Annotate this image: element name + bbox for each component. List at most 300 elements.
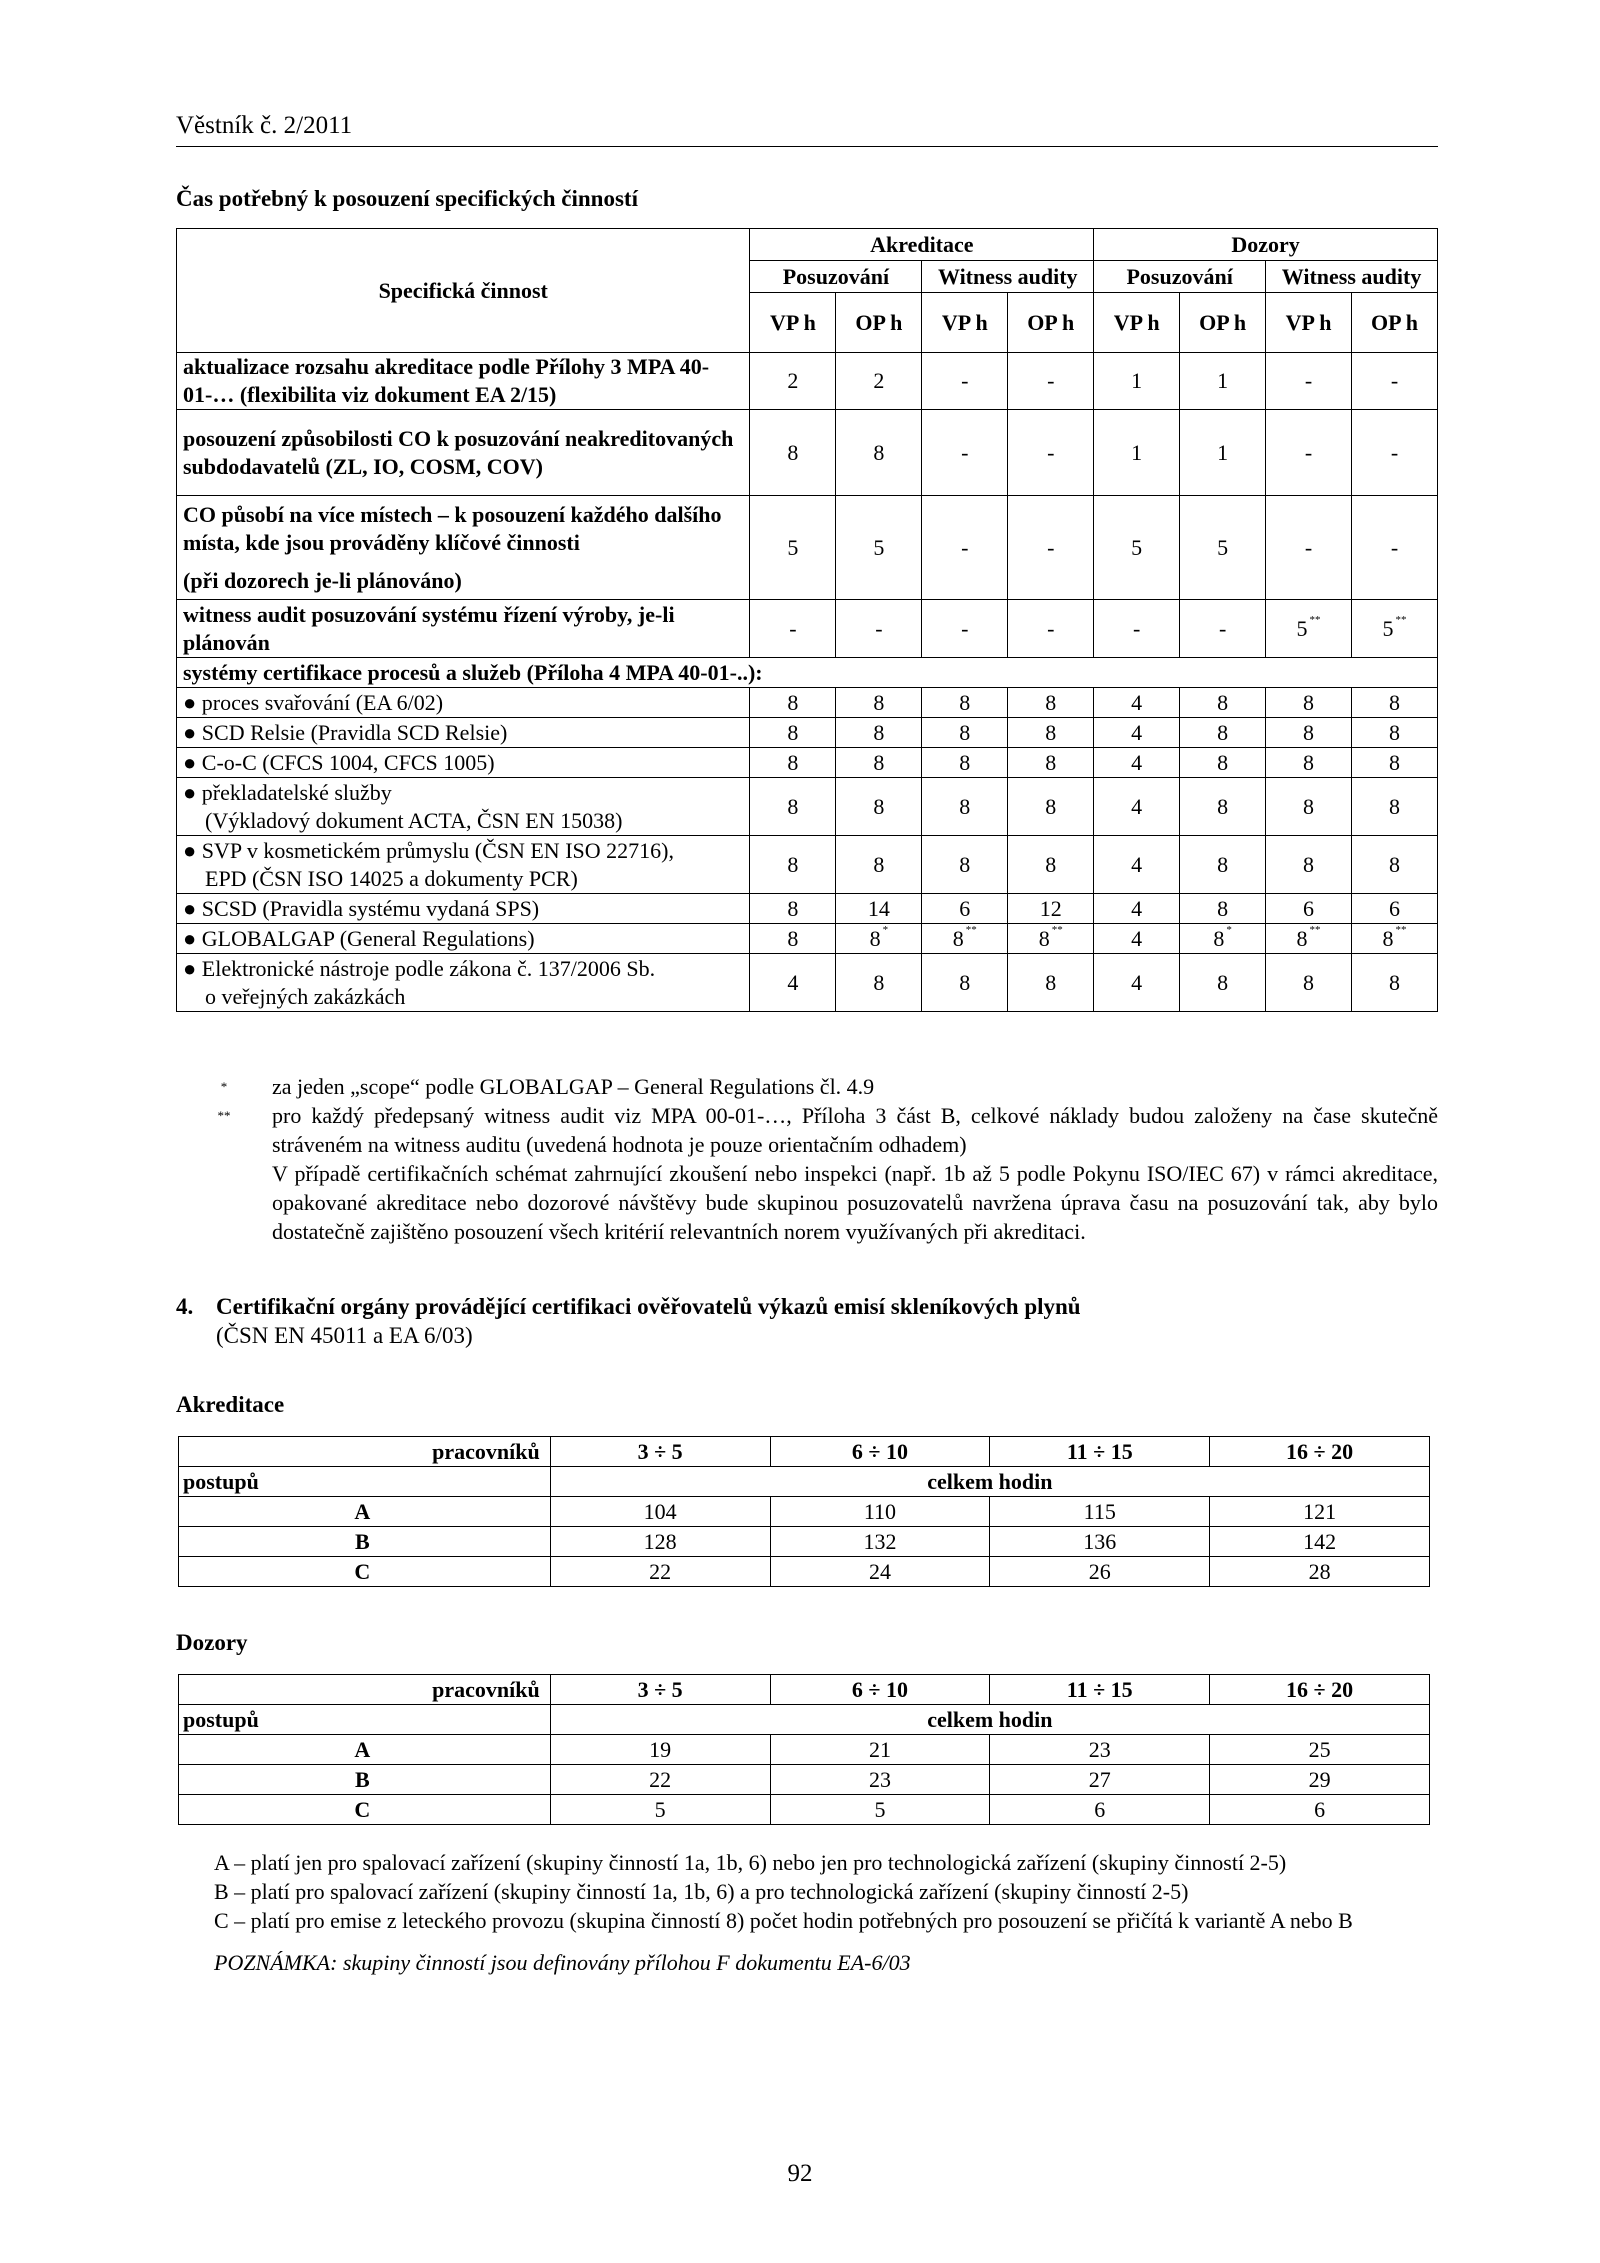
hours-cell: [1008, 894, 1094, 924]
header-range: 11 ÷ 15: [990, 1437, 1210, 1467]
hours-cell: [1352, 924, 1438, 954]
hours-value: 5: [1131, 534, 1143, 560]
hours-value: 8: [1045, 851, 1057, 877]
header-vp: VP h: [750, 293, 836, 353]
hours-value: 4: [1131, 925, 1143, 951]
hours-value: 8: [1038, 925, 1050, 951]
hours-value: 8: [1217, 895, 1229, 921]
hours-cell: [750, 688, 836, 718]
procedure-key: B: [179, 1765, 551, 1795]
hours-value: 8: [959, 793, 971, 819]
table-row: [177, 410, 1438, 496]
hours-cell: [750, 836, 836, 894]
hours-value: -: [875, 615, 883, 641]
activity-cell: [177, 748, 750, 778]
hours-value: -: [961, 534, 969, 560]
footnote-mark: *: [220, 1079, 228, 1094]
footnote: [176, 1072, 1438, 1101]
header-op: OP h: [836, 293, 922, 353]
hours-cell: [1180, 600, 1266, 658]
activity-text: ● překladatelské služby: [183, 779, 392, 805]
footnote-text: V případě certifikačních schémat zahrnující zkoušení nebo inspekci (např. 1b až 5 podle Pokynu ISO/IEC 67) v rámci akreditace, opakované akreditace nebo dozorové návštěvy bude skupinou posuzovatelů navržena úprava času na posuzování tak, aby bylo dostatečně zajištěno posouzení všech kritérií relevantních norem využívaných při akreditaci.: [272, 1161, 1438, 1244]
hours-value: 8: [1303, 969, 1315, 995]
header-range: 16 ÷ 20: [1210, 1437, 1430, 1467]
hours-value: 8: [873, 719, 885, 745]
footnote-ref: **: [1309, 613, 1321, 626]
hours-cell: [1266, 496, 1352, 600]
hours-cell: [1008, 353, 1094, 410]
hours-cell: [922, 924, 1008, 954]
hours-cell: [1094, 894, 1180, 924]
hours-value: 8: [1296, 925, 1308, 951]
hours-value: 8: [869, 925, 881, 951]
table-row: [177, 496, 1438, 600]
activity-text: ● C-o-C (CFCS 1004, CFCS 1005): [183, 749, 495, 775]
hours-cell: [1094, 836, 1180, 894]
hours-cell: [750, 894, 836, 924]
header-celkem: celkem hodin: [550, 1705, 1429, 1735]
header-range: 16 ÷ 20: [1210, 1675, 1430, 1705]
hours-value: -: [1304, 534, 1313, 560]
hours-cell: [1094, 718, 1180, 748]
hours-value: 6: [1389, 895, 1400, 921]
hours-value: 8: [1045, 719, 1057, 745]
footnote: [176, 1101, 1438, 1159]
hours-cell: [1094, 600, 1180, 658]
hours-value: 8: [1303, 793, 1315, 819]
activity-cell: [177, 410, 750, 496]
hours-cell: [750, 954, 836, 1012]
hours-value: 8: [787, 439, 799, 465]
header-pracovniku: pracovníků: [179, 1675, 551, 1705]
hours-value: 8: [1389, 689, 1400, 715]
hours-value: 8: [952, 925, 964, 951]
activity-cell: [177, 778, 750, 836]
hours-cell: [922, 688, 1008, 718]
table-row: [177, 778, 1438, 836]
hours-value: 5: [787, 534, 799, 560]
footnote-ref: *: [882, 923, 889, 936]
hours-cell: [1352, 600, 1438, 658]
hours-cell: [1352, 718, 1438, 748]
footnote-ref: **: [1395, 923, 1407, 936]
hours-cell: [750, 924, 836, 954]
header-postupu: postupů: [179, 1467, 551, 1497]
table-row: [179, 1795, 1430, 1825]
hours-cell: [1180, 496, 1266, 600]
hours-cell: [1266, 954, 1352, 1012]
hours-value: 104: [550, 1497, 770, 1527]
hours-cell: [1352, 894, 1438, 924]
footnote-text: za jeden „scope“ podle GLOBALGAP – General Regulations čl. 4.9: [272, 1074, 875, 1099]
activity-text: ● GLOBALGAP (General Regulations): [183, 925, 535, 951]
hours-cell: [750, 748, 836, 778]
hours-cell: [922, 748, 1008, 778]
hours-value: -: [1390, 368, 1399, 393]
hours-value: 132: [770, 1527, 990, 1557]
poznamka: POZNÁMKA: skupiny činností jsou definovány přílohou F dokumentu EA-6/03: [214, 1950, 911, 1975]
hours-cell: [836, 954, 922, 1012]
hours-value: 8: [787, 689, 799, 715]
header-activity: Specifická činnost: [177, 229, 750, 353]
hours-value: 25: [1210, 1735, 1430, 1765]
hours-cell: [1266, 894, 1352, 924]
activity-text: CO působí na více místech – k posouzení každého dalšího místa, kde jsou prováděny klíčové činnosti: [183, 501, 722, 555]
hours-value: 12: [1039, 895, 1062, 921]
activity-cell: [177, 496, 750, 600]
hours-value: 8: [959, 749, 971, 775]
section-4: [176, 1292, 1081, 1350]
hours-value: 4: [1131, 749, 1143, 775]
hours-cell: [922, 718, 1008, 748]
hours-value: 4: [1131, 689, 1143, 715]
header-vp: VP h: [1266, 293, 1352, 353]
hours-cell: [836, 894, 922, 924]
hours-value: 8: [873, 851, 885, 877]
hours-value: 4: [787, 969, 799, 995]
hours-value: 19: [550, 1735, 770, 1765]
hours-cell: [1008, 924, 1094, 954]
hours-cell: [922, 353, 1008, 410]
hours-cell: [1008, 778, 1094, 836]
table-row: [177, 954, 1438, 1012]
hours-value: 8: [1303, 689, 1315, 715]
header-range: 11 ÷ 15: [990, 1675, 1210, 1705]
akreditace-hours-table: [178, 1436, 1430, 1587]
footnote-mark: **: [217, 1108, 231, 1123]
hours-value: 5: [1217, 534, 1229, 560]
procedure-key: A: [179, 1497, 551, 1527]
activity-text-cont: o veřejných zakázkách: [205, 983, 406, 1009]
header-posuzovani: Posuzování: [1094, 261, 1266, 293]
legend-a: A – platí jen pro spalovací zařízení (skupiny činností 1a, 1b, 6) nebo jen pro technologická zařízení (skupiny činností 2-5): [214, 1850, 1287, 1875]
header-range: 3 ÷ 5: [550, 1437, 770, 1467]
hours-cell: [1352, 496, 1438, 600]
activity-text-cont: (Výkladový dokument ACTA, ČSN EN 15038): [205, 807, 623, 833]
hours-cell: [1352, 748, 1438, 778]
section-title: Čas potřebný k posouzení specifických činností: [176, 186, 638, 211]
legend-c: C – platí pro emise z leteckého provozu (skupina činností 8) počet hodin potřebných pro posouzení se přičítá k variantě A nebo B: [214, 1908, 1353, 1933]
legend: [214, 1848, 1353, 1935]
dozory-hours-table: [178, 1674, 1430, 1825]
hours-cell: [1094, 353, 1180, 410]
hours-cell: [1352, 836, 1438, 894]
hours-value: 29: [1210, 1765, 1430, 1795]
hours-cell: [1266, 748, 1352, 778]
hours-cell: [836, 688, 922, 718]
hours-cell: [1008, 748, 1094, 778]
hours-value: 8: [873, 439, 885, 465]
hours-value: 2: [873, 368, 885, 393]
table-row: [177, 924, 1438, 954]
hours-cell: [836, 836, 922, 894]
hours-value: 8: [1217, 749, 1229, 775]
header-rule: [176, 146, 1438, 147]
footnote-mark: [176, 1159, 272, 1246]
table-row: [177, 353, 1438, 410]
hours-cell: [1266, 353, 1352, 410]
hours-value: 8: [1217, 793, 1229, 819]
hours-value: 26: [990, 1557, 1210, 1587]
hours-cell: [1008, 496, 1094, 600]
header-op: OP h: [1352, 293, 1438, 353]
hours-value: 8: [1382, 925, 1394, 951]
hours-value: 8: [1217, 719, 1229, 745]
hours-cell: [1180, 924, 1266, 954]
hours-value: -: [1390, 534, 1399, 560]
hours-cell: [1008, 410, 1094, 496]
activity-cell: [177, 954, 750, 1012]
hours-cell: [836, 778, 922, 836]
hours-cell: [1180, 688, 1266, 718]
hours-value: 8: [1389, 749, 1400, 775]
hours-value: 5: [1296, 615, 1308, 641]
hours-cell: [922, 410, 1008, 496]
header-range: 6 ÷ 10: [770, 1675, 990, 1705]
hours-cell: [1008, 954, 1094, 1012]
hours-value: 8: [873, 969, 885, 995]
hours-value: 110: [770, 1497, 990, 1527]
activity-cell: [177, 600, 750, 658]
hours-cell: [1008, 600, 1094, 658]
hours-cell: [1094, 748, 1180, 778]
hours-value: 142: [1210, 1527, 1430, 1557]
header-postupu: postupů: [179, 1705, 551, 1735]
hours-cell: [922, 836, 1008, 894]
hours-value: 8: [787, 749, 799, 775]
table-row: [177, 718, 1438, 748]
hours-value: 6: [990, 1795, 1210, 1825]
hours-value: 6: [1210, 1795, 1430, 1825]
header-celkem: celkem hodin: [550, 1467, 1429, 1497]
hours-cell: [1180, 718, 1266, 748]
section-number: 4.: [176, 1294, 194, 1319]
hours-value: 24: [770, 1557, 990, 1587]
hours-value: 8: [1045, 749, 1057, 775]
table-header-row: [179, 1675, 1430, 1705]
hours-cell: [922, 778, 1008, 836]
hours-cell: [836, 600, 922, 658]
hours-value: 28: [1210, 1557, 1430, 1587]
procedure-key: A: [179, 1735, 551, 1765]
activity-text: ● Elektronické nástroje podle zákona č. 137/2006 Sb.: [183, 955, 656, 981]
table-header-row: [179, 1437, 1430, 1467]
table-row: [177, 748, 1438, 778]
hours-value: 8: [1217, 969, 1229, 995]
hours-value: 21: [770, 1735, 990, 1765]
hours-value: 8: [787, 925, 799, 951]
hours-value: 8: [787, 719, 799, 745]
hours-cell: [836, 353, 922, 410]
table-row: [177, 894, 1438, 924]
hours-value: -: [1304, 368, 1313, 393]
hours-cell: [922, 600, 1008, 658]
hours-value: 8: [873, 793, 885, 819]
hours-value: 8: [873, 689, 885, 715]
hours-value: 5: [1382, 615, 1394, 641]
activity-text: ● SVP v kosmetickém průmyslu (ČSN EN ISO 22716),: [183, 837, 674, 863]
hours-cell: [1352, 778, 1438, 836]
activity-cell: [177, 836, 750, 894]
hours-cell: [1094, 924, 1180, 954]
hours-value: 115: [990, 1497, 1210, 1527]
hours-value: 23: [990, 1735, 1210, 1765]
hours-value: 5: [770, 1795, 990, 1825]
specific-activities-table: [176, 228, 1438, 1012]
footnote-ref: **: [965, 923, 977, 936]
hours-value: 8: [1389, 719, 1400, 745]
hours-value: -: [1390, 439, 1399, 465]
hours-cell: [1266, 600, 1352, 658]
table-header-row: [179, 1705, 1430, 1735]
activity-cell: [177, 353, 750, 410]
hours-cell: [1266, 410, 1352, 496]
hours-value: 6: [959, 895, 971, 921]
hours-value: -: [961, 615, 969, 641]
hours-cell: [836, 410, 922, 496]
hours-cell: [750, 410, 836, 496]
hours-cell: [1180, 353, 1266, 410]
activity-cell: [177, 718, 750, 748]
hours-value: 22: [550, 1557, 770, 1587]
footnote: [176, 1159, 1438, 1246]
procedure-key: C: [179, 1795, 551, 1825]
activity-text: ● SCSD (Pravidla systému vydaná SPS): [183, 895, 540, 921]
footnote-ref: **: [1395, 613, 1407, 626]
hours-value: -: [961, 368, 969, 393]
hours-value: 8: [787, 793, 799, 819]
hours-value: -: [1218, 615, 1227, 641]
procedure-key: C: [179, 1557, 551, 1587]
hours-cell: [750, 778, 836, 836]
header-posuzovani: Posuzování: [750, 261, 922, 293]
table-row: [179, 1765, 1430, 1795]
hours-cell: [1180, 778, 1266, 836]
procedure-key: B: [179, 1527, 551, 1557]
hours-cell: [1094, 778, 1180, 836]
hours-value: 8: [959, 719, 971, 745]
hours-value: 14: [867, 895, 890, 921]
table-row: [177, 600, 1438, 658]
hours-value: 1: [1217, 368, 1229, 393]
activity-note: (při dozorech je-li plánováno): [183, 567, 462, 593]
hours-value: 8: [1303, 719, 1315, 745]
hours-cell: [1352, 954, 1438, 1012]
hours-value: 4: [1131, 793, 1143, 819]
hours-cell: [836, 718, 922, 748]
hours-value: 8: [1045, 793, 1057, 819]
hours-value: -: [1047, 439, 1055, 465]
hours-cell: [836, 748, 922, 778]
activity-cell: [177, 894, 750, 924]
hours-value: 5: [873, 534, 885, 560]
hours-cell: [1008, 688, 1094, 718]
hours-cell: [1352, 353, 1438, 410]
hours-cell: [1266, 924, 1352, 954]
table-row: [179, 1557, 1430, 1587]
header-op: OP h: [1180, 293, 1266, 353]
hours-cell: [922, 496, 1008, 600]
footnote-ref: *: [1226, 923, 1232, 936]
activity-text: aktualizace rozsahu akreditace podle Přílohy 3 MPA 40-01-… (flexibilita viz dokument EA 2/15): [183, 354, 710, 407]
running-header: Věstník č. 2/2011: [176, 112, 353, 139]
footnote-ref: **: [1051, 923, 1063, 936]
hours-cell: [1180, 410, 1266, 496]
hours-cell: [1180, 954, 1266, 1012]
hours-value: 8: [1389, 851, 1400, 877]
hours-cell: [1180, 748, 1266, 778]
hours-cell: [750, 496, 836, 600]
hours-cell: [1094, 688, 1180, 718]
akreditace-title: Akreditace: [176, 1392, 285, 1417]
hours-value: 2: [787, 368, 799, 393]
hours-value: 6: [1303, 895, 1315, 921]
table-row: [177, 688, 1438, 718]
hours-value: -: [1047, 615, 1055, 641]
hours-value: -: [1304, 439, 1313, 465]
hours-value: 8: [787, 895, 799, 921]
hours-value: 8: [873, 749, 885, 775]
hours-value: 4: [1131, 851, 1143, 877]
hours-value: 27: [990, 1765, 1210, 1795]
hours-cell: [1094, 410, 1180, 496]
header-vp: VP h: [1094, 293, 1180, 353]
hours-cell: [1352, 410, 1438, 496]
hours-value: 22: [550, 1765, 770, 1795]
hours-value: 8: [959, 689, 971, 715]
footnote-text: pro každý předepsaný witness audit viz MPA 00-01-…, Příloha 3 část B, celkové náklady budou založeny na čase skutečně stráveném na witness auditu (uvedená hodnota je pouze orientačním odhadem): [272, 1103, 1438, 1157]
hours-cell: [922, 894, 1008, 924]
hours-cell: [1008, 718, 1094, 748]
hours-value: -: [961, 439, 969, 465]
hours-cell: [750, 718, 836, 748]
section-heading: Certifikační orgány provádějící certifikaci ověřovatelů výkazů emisí skleníkových plynů: [216, 1294, 1081, 1319]
hours-value: 4: [1131, 895, 1143, 921]
hours-cell: [836, 496, 922, 600]
hours-cell: [1180, 894, 1266, 924]
hours-cell: [1352, 688, 1438, 718]
hours-value: 136: [990, 1527, 1210, 1557]
hours-value: 1: [1131, 439, 1143, 465]
header-dozory: Dozory: [1094, 229, 1438, 261]
header-vp: VP h: [922, 293, 1008, 353]
group-row: [177, 658, 1438, 688]
hours-value: 121: [1210, 1497, 1430, 1527]
hours-cell: [836, 924, 922, 954]
hours-value: 8: [1389, 793, 1400, 819]
dozory-title: Dozory: [176, 1630, 248, 1655]
hours-cell: [750, 600, 836, 658]
hours-cell: [1266, 836, 1352, 894]
hours-value: -: [1047, 534, 1055, 560]
hours-value: 8: [959, 851, 971, 877]
header-witness: Witness audity: [922, 261, 1094, 293]
header-pracovniku: pracovníků: [179, 1437, 551, 1467]
hours-value: 8: [1217, 689, 1229, 715]
hours-value: 8: [1389, 969, 1400, 995]
hours-value: 8: [1303, 749, 1315, 775]
hours-cell: [1180, 836, 1266, 894]
table-row: [177, 836, 1438, 894]
legend-b: B – platí pro spalovací zařízení (skupiny činností 1a, 1b, 6) a pro technologická zařízení (skupiny činností 2-5): [214, 1879, 1189, 1904]
hours-value: 8: [1303, 851, 1315, 877]
hours-value: -: [1047, 368, 1055, 393]
hours-value: -: [1133, 615, 1141, 641]
hours-value: 128: [550, 1527, 770, 1557]
hours-value: 1: [1217, 439, 1229, 465]
hours-cell: [1094, 954, 1180, 1012]
hours-cell: [922, 954, 1008, 1012]
